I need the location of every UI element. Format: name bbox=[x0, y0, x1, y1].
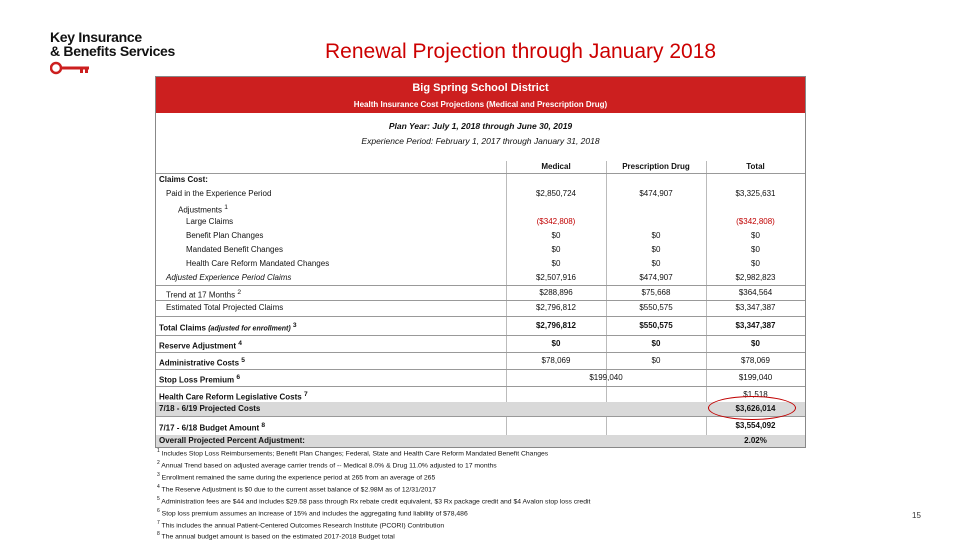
plan-info bbox=[156, 119, 805, 149]
divider bbox=[156, 352, 805, 353]
divider bbox=[156, 316, 805, 317]
plan-year: Plan Year: July 1, 2018 through June 30, 2019 bbox=[388, 121, 573, 131]
footnote: $^3$ Enrollment remained the same during the experience period at 265 from an average of 265 bbox=[157, 472, 436, 482]
table-row: 7/17 - 6/18 Budget Amount $^8$ $3,554,092 bbox=[159, 421, 776, 433]
district-name: Big Spring School District bbox=[412, 82, 549, 94]
table-row: Total Claims (adjusted for enrollment) $^3$ $2,796,812 $550,575 $3,347,387 bbox=[159, 321, 776, 333]
table-row: Health Care Reform Legislative Costs $^7$ $1,518 bbox=[159, 390, 768, 402]
table-row: Claims Cost: bbox=[159, 175, 208, 184]
projection-table bbox=[155, 76, 806, 448]
slide-title: Renewal Projection through January 2018 bbox=[325, 40, 717, 63]
highlight-circle bbox=[708, 396, 796, 420]
table-row: Stop Loss Premium $^6$ $199,040 $199,040 bbox=[159, 373, 773, 385]
company-logo bbox=[50, 30, 215, 75]
table-row: Adjusted Experience Period Claims $2,507,916 $474,907 $2,982,823 bbox=[166, 273, 776, 282]
footnote: $^5$ Administration fees are $44 and includes $29.58 pass through Rx rebate credit equivalent, $3 Rx package credit and $4 Avalon stop loss credit bbox=[157, 496, 591, 506]
divider bbox=[156, 335, 805, 336]
table-row: Benefit Plan Changes $0 $0 $0 bbox=[186, 231, 760, 240]
table-row: Administrative Costs $^5$ $78,069 $0 $78,069 bbox=[159, 356, 770, 368]
table-header bbox=[156, 77, 805, 113]
footnote: $^1$ Includes Stop Loss Reimbursements; Benefit Plan Changes; Federal, State and Health Care Reform Mandated Benefit Changes bbox=[157, 448, 549, 458]
table-row: Paid in the Experience Period $2,850,724 $474,907 $3,325,631 bbox=[166, 189, 776, 198]
column-header-row bbox=[156, 160, 805, 174]
footnote: $^7$ This includes the annual Patient-Centered Outcomes Research Institute (PCORI) Contribution bbox=[157, 520, 445, 530]
key-icon bbox=[50, 61, 92, 75]
table-row: Health Care Reform Mandated Changes $0 $0 $0 bbox=[186, 259, 760, 268]
table-row: Trend at 17 Months $^2$ $288,896 $75,668 $364,564 bbox=[166, 288, 773, 300]
footnote: $^8$ The annual budget amount is based on the estimated 2017-2018 Budget total bbox=[157, 531, 395, 540]
divider bbox=[156, 386, 805, 387]
col-rx: Prescription Drug bbox=[622, 162, 690, 171]
table-row: Reserve Adjustment $^4$ $0 $0 $0 bbox=[159, 339, 760, 351]
divider bbox=[156, 416, 805, 417]
footnote: $^2$ Annual Trend based on adjusted average carrier trends of -- Medical 8.0% & Drug 11.0% adjusted to 17 months bbox=[157, 460, 497, 470]
table-row: 7/18 - 6/19 Projected Costs $3,626,014 bbox=[159, 404, 776, 413]
page-number: 15 bbox=[912, 511, 921, 520]
col-total: Total bbox=[746, 162, 765, 171]
table-row: Large Claims ($342,808) ($342,808) bbox=[186, 217, 775, 226]
footnote: $^6$ Stop loss premium assumes an increase of 15% and includes the aggregating fund liability of $78,486 bbox=[157, 508, 468, 518]
experience-period: Experience Period: February 1, 2017 through January 31, 2018 bbox=[361, 136, 600, 146]
logo-line-2: & Benefits Services bbox=[50, 43, 176, 59]
table-row: Overall Projected Percent Adjustment: 2.02% bbox=[159, 436, 767, 445]
logo-line-1: Key Insurance bbox=[50, 29, 142, 45]
col-medical: Medical bbox=[541, 162, 571, 171]
divider bbox=[156, 369, 805, 370]
table-row: Mandated Benefit Changes $0 $0 $0 bbox=[186, 245, 760, 254]
footnote: $^4$ The Reserve Adjustment is $0 due to the current asset balance of $2.98M as of 12/31/2017 bbox=[157, 484, 436, 494]
table-row: Adjustments $^1$ bbox=[178, 204, 228, 215]
table-subtitle: Health Insurance Cost Projections (Medical and Prescription Drug) bbox=[353, 100, 608, 109]
table-row: Estimated Total Projected Claims $2,796,812 $550,575 $3,347,387 bbox=[166, 303, 776, 312]
